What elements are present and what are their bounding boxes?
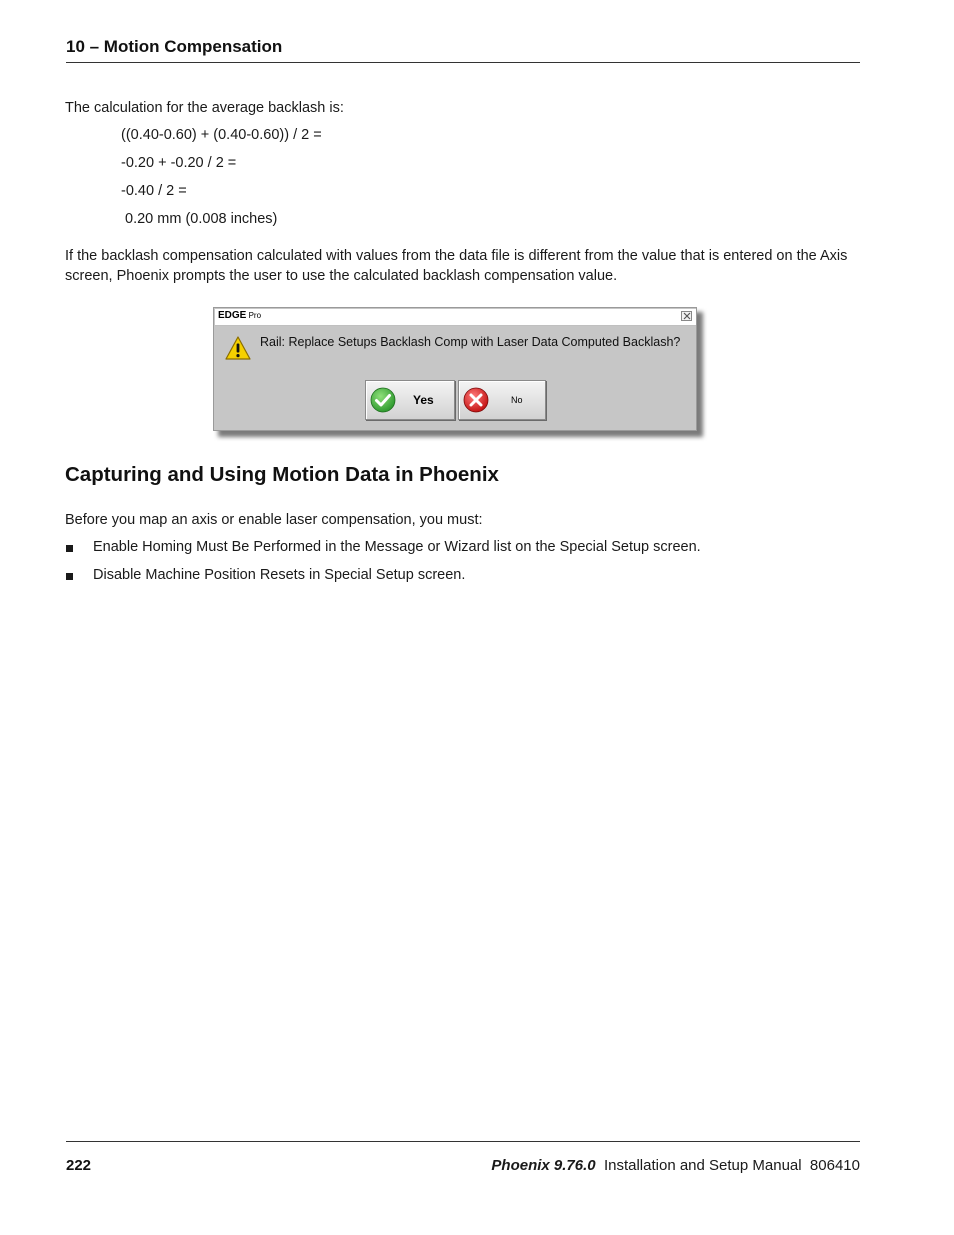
calculation-line-3: -0.40 / 2 = [121,183,187,199]
chapter-title: 10 – Motion Compensation [66,37,283,56]
page-number: 222 [66,1157,92,1174]
dialog-message: Rail: Replace Setups Backlash Comp with Laser Data Computed Backlash? [260,335,681,349]
footer-manual-info [491,1157,860,1174]
close-icon[interactable] [681,311,692,321]
explanation-line-1: If the backlash compensation calculated with values from the data file is different from the value that is entered on the Axis [65,248,848,264]
dialog-title-suffix: Pro [246,311,262,320]
calculation-line-4: 0.20 mm (0.008 inches) [121,211,278,227]
check-icon [370,387,396,418]
yes-label: Yes [413,393,434,407]
section-heading: Capturing and Using Motion Data in Phoenix [65,463,499,486]
product-name: Phoenix 9.76.0 [491,1157,596,1174]
calculation-line-1: ((0.40-0.60) + (0.40-0.60)) / 2 = [121,127,322,143]
calculation-line-2: -0.20 + -0.20 / 2 = [121,155,237,171]
x-icon [463,387,489,418]
manual-title: Installation and Setup Manual 806410 [595,1157,860,1174]
warning-icon [225,336,251,365]
backlash-dialog-screenshot [213,307,703,437]
intro-paragraph: The calculation for the average backlash is: [65,100,344,116]
explanation-paragraph [65,247,865,286]
footer-divider [66,1141,860,1142]
no-label: No [511,395,523,405]
explanation-line-2: screen, Phoenix prompts the user to use the calculated backlash compensation value. [65,267,618,284]
no-button[interactable] [458,380,546,420]
bullet-marker [66,573,73,580]
yes-button[interactable] [365,380,455,420]
dialog-title [218,310,261,321]
dialog-title-main: EDGE [218,310,247,321]
dialog-titlebar [215,309,696,326]
list-item: Disable Machine Position Resets in Special Setup screen. [93,567,466,583]
bullet-marker [66,545,73,552]
list-item: Enable Homing Must Be Performed in the Message or Wizard list on the Special Setup screen. [93,539,701,555]
confirm-dialog [213,307,697,431]
header-divider [66,62,860,63]
section-lead: Before you map an axis or enable laser compensation, you must: [65,512,483,528]
